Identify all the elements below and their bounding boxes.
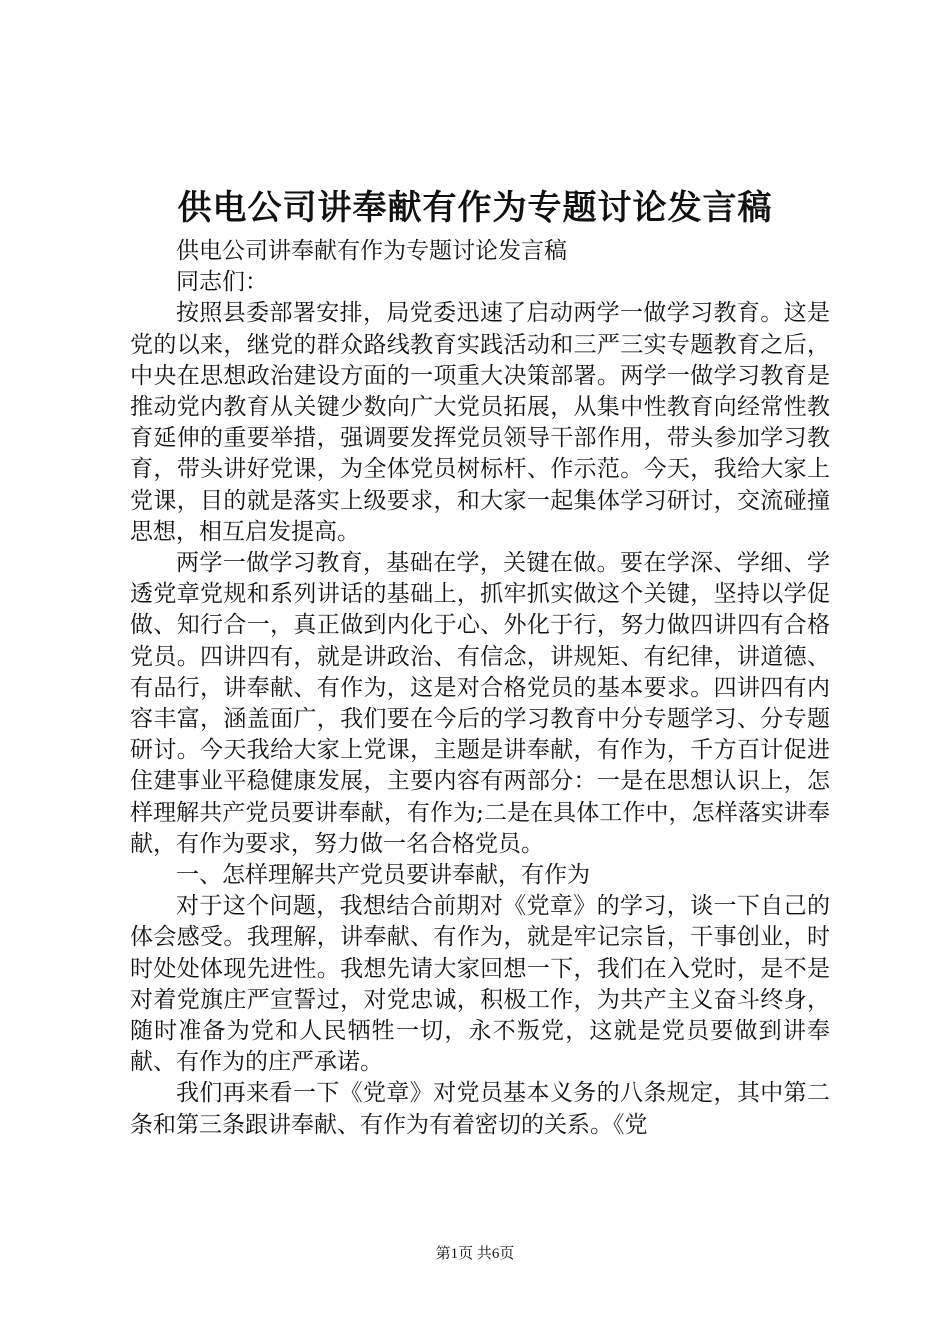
body-paragraph: 供电公司讲奉献有作为专题讨论发言稿 [176, 238, 567, 264]
page-number-footer: 第1页 共6页 [435, 1246, 515, 1262]
section-heading: 一、怎样理解共产党员要讲奉献，有作为 [176, 862, 590, 889]
document-body [130, 236, 830, 1141]
body-paragraph: 同志们： [176, 269, 268, 296]
body-paragraph: 按照县委部署安排，局党委迅速了启动两学一做学习教育。这是党的以来，继党的群众路线教育实践活动和三严三实专题教育之后，中央在思想政治建设方面的一项重大决策部署。两学一做学习教育是推动党内教育从关键少数向广大党员拓展，从集中性教育向经常性教育延伸的重要举措，强调要发挥党员领导干部作用，带头参加学习教育，带头讲好党课，为全体党员树标杆、作示范。今天，我给大家上党课，目的就是落实上级要求，和大家一起集体学习研讨，交流碰撞思想，相互启发提高。 [130, 300, 830, 545]
body-paragraph: 两学一做学习教育，基础在学，关键在做。要在学深、学细、学透党章党规和系列讲话的基础上，抓牢抓实做这个关键，坚持以学促做、知行合一，真正做到内化于心、外化于行，努力做四讲四有合格党员。四讲四有，就是讲政治、有信念，讲规矩、有纪律，讲道德、有品行，讲奉献、有作为，这是对合格党员的基本要求。四讲四有内容丰富，涵盖面广，我们要在今后的学习教育中分专题学习、分专题研讨。今天我给大家上党课，主题是讲奉献，有作为，千方百计促进住建事业平稳健康发展，主要内容有两部分：一是在思想认识上，怎样理解共产党员要讲奉献，有作为;二是在具体工作中，怎样落实讲奉献，有作为要求，努力做一名合格党员。 [130, 550, 830, 857]
body-paragraph: 对于这个问题，我想结合前期对《党章》的学习，谈一下自己的体会感受。我理解，讲奉献、有作为，就是牢记宗旨，干事创业，时时处处体现先进性。我想先请大家回想一下，我们在入党时，是不是对着党旗庄严宣誓过，对党忠诚，积极工作，为共产主义奋斗终身，随时准备为党和人民牺牲一切，永不叛党，这就是党员要做到讲奉献、有作为的庄严承诺。 [130, 893, 830, 1076]
document-title: 供电公司讲奉献有作为专题讨论发言稿 [177, 188, 773, 228]
body-paragraph: 我们再来看一下《党章》对党员基本义务的八条规定，其中第二条和第三条跟讲奉献、有作为有着密切的关系。《党 [130, 1080, 830, 1138]
